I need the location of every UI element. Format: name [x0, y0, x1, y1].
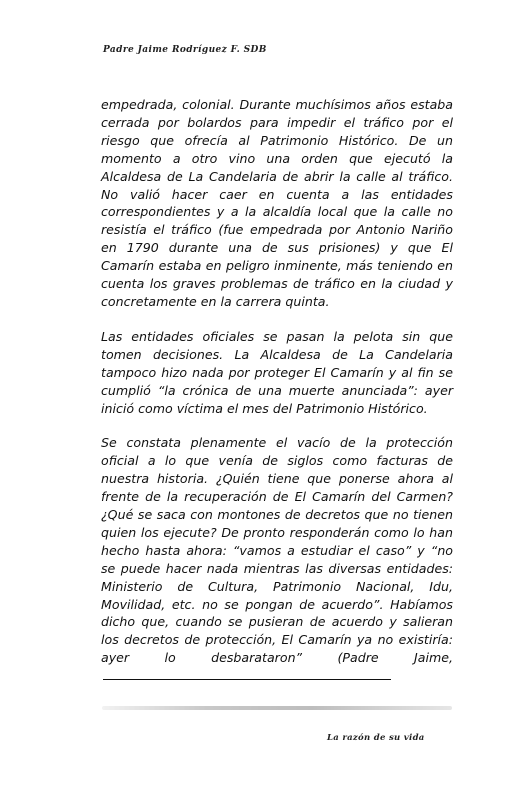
running-header-author: Padre Jaime Rodríguez F. SDB	[103, 45, 267, 55]
paragraph-3	[101, 434, 453, 685]
signature-underline	[103, 667, 391, 680]
paragraph-1: empedrada, colonial. Durante muchísimos años estaba cerrada por bolardos para impedir el tráfico por el riesgo que ofrecía al Patrimonio Histórico. De un momento a otro vino una orden que ejecutó la Alcaldesa de La Candelaria de abrir la calle al tráfico. No valió hacer caer en cuenta a las entidades correspondientes y a la alcaldía local que la calle no resistía el tráfico (fue empedrada por Antonio Nariño en 1790 durante una de sus prisiones) y que El Camarín estaba en peligro inminente, más teniendo en cuenta los graves problemas de tráfico en la ciudad y concretamente en la carrera quinta.	[101, 97, 453, 309]
paragraph-3-text: Se constata plenamente el vacío de la protección oficial a lo que venía de siglos como facturas de nuestra historia. ¿Quién tiene que ponerse ahora al frente de la recuperación de El Camarín del Carmen? ¿Qué se saca con montones de decretos que no tienen quien los ejecute? De pronto responderán como lo han hecho hasta ahora: “vamos a estudiar el caso” y “no se puede hacer nada mientras las diversas entidades: Ministerio de Cultura, Patrimonio Nacional, Idu, Movilidad, etc. no se pongan de acuerdo”. Habíamos dicho que, cuando se pusieran de acuerdo y salieran los decretos de protección, El Camarín ya no existiría: ayer lo desbarataron” (Padre Jaime,	[101, 435, 453, 666]
running-footer-title: La razón de su vida	[327, 733, 425, 743]
paragraph-2: Las entidades oficiales se pasan la pelota sin que tomen decisiones. La Alcaldesa de La Candelaria tampoco hizo nada por proteger El Camarín y al fin se cumplió “la crónica de una muerte anunciada”: ayer inició como víctima el mes del Patrimonio Histórico.	[101, 328, 453, 416]
body-text	[101, 96, 453, 702]
footer-divider	[102, 706, 452, 710]
